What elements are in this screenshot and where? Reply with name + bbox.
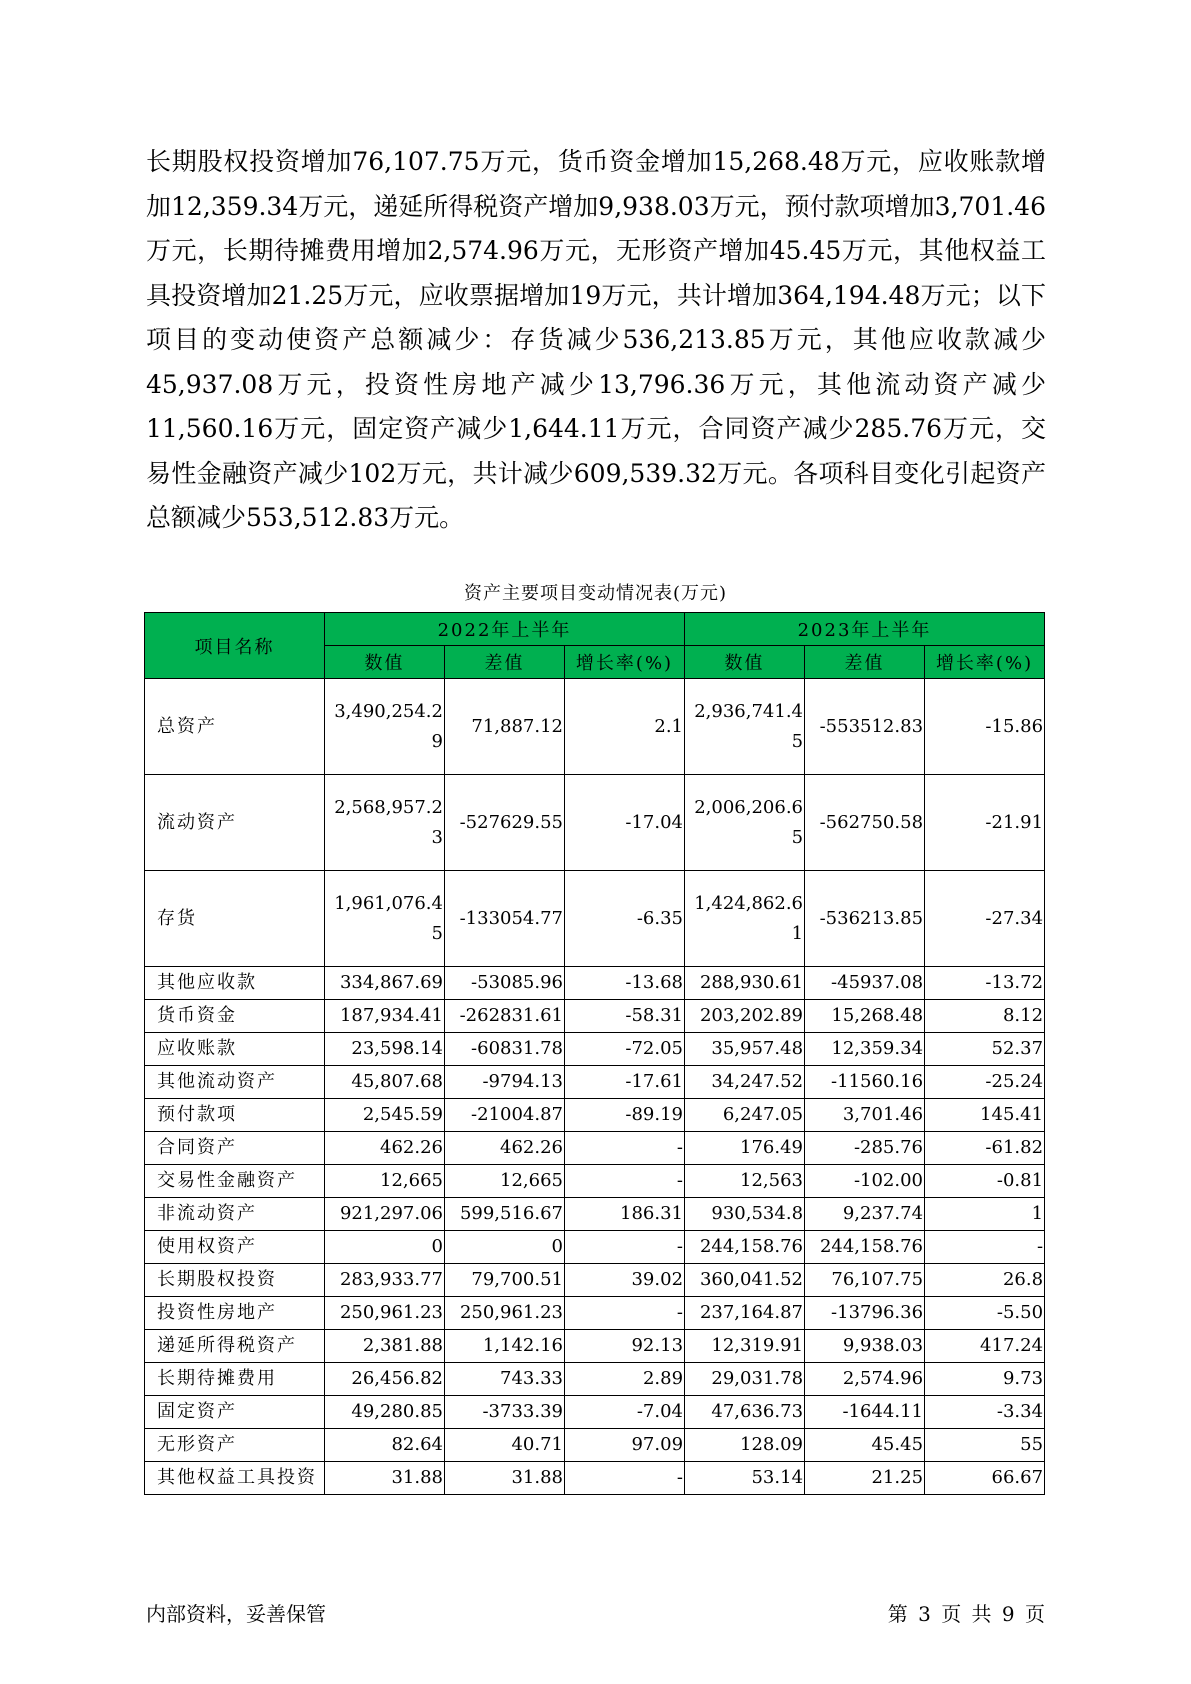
- cell-value-2023: 176.49: [685, 1132, 805, 1165]
- cell-diff-2022: 0: [445, 1231, 565, 1264]
- cell-value-2023: 1,424,862.61: [685, 871, 805, 967]
- cell-diff-2022: 1,142.16: [445, 1330, 565, 1363]
- cell-diff-2022: -3733.39: [445, 1396, 565, 1429]
- cell-diff-2023: 12,359.34: [805, 1033, 925, 1066]
- cell-value-2023: 29,031.78: [685, 1363, 805, 1396]
- cell-diff-2022: 40.71: [445, 1429, 565, 1462]
- table-row: [145, 1066, 1045, 1099]
- cell-diff-2023: -285.76: [805, 1132, 925, 1165]
- cell-value-2023: 244,158.76: [685, 1231, 805, 1264]
- cell-rate-2023: -61.82: [925, 1132, 1045, 1165]
- cell-rate-2022: -58.31: [565, 1000, 685, 1033]
- cell-diff-2022: -53085.96: [445, 967, 565, 1000]
- cell-value-2023: 2,936,741.45: [685, 679, 805, 775]
- cell-rate-2022: -6.35: [565, 871, 685, 967]
- cell-rate-2022: 97.09: [565, 1429, 685, 1462]
- cell-value-2022: 250,961.23: [325, 1297, 445, 1330]
- cell-rate-2023: 417.24: [925, 1330, 1045, 1363]
- cell-value-2022: 283,933.77: [325, 1264, 445, 1297]
- cell-rate-2023: 52.37: [925, 1033, 1045, 1066]
- table-row: [145, 1330, 1045, 1363]
- footer-confidential-note: 内部资料，妥善保管: [146, 1602, 326, 1626]
- header-period-2022: 2022年上半年: [325, 613, 685, 646]
- cell-diff-2023: -11560.16: [805, 1066, 925, 1099]
- cell-value-2023: 128.09: [685, 1429, 805, 1462]
- cell-diff-2023: 15,268.48: [805, 1000, 925, 1033]
- cell-rate-2023: 9.73: [925, 1363, 1045, 1396]
- cell-rate-2023: -3.34: [925, 1396, 1045, 1429]
- table-caption: 资产主要项目变动情况表(万元): [463, 583, 728, 604]
- footer-page-number: 第 3 页 共 9 页: [887, 1602, 1045, 1626]
- cell-diff-2023: -102.00: [805, 1165, 925, 1198]
- cell-rate-2022: 2.1: [565, 679, 685, 775]
- body-paragraph: 长期股权投资增加76,107.75万元，货币资金增加15,268.48万元，应收账款增加12,359.34万元，递延所得税资产增加9,938.03万元，预付款项增加3,701.46万元，长期待摊费用增加2,574.96万元，无形资产增加45.45万元，其他权益工具投资增加21.25万元，应收票据增加19万元，共计增加364,194.48万元；以下项目的变动使资产总额减少：存货减少536,213.85万元，其他应收款减少45,937.08万元，投资性房地产减少13,796.36万元，其他流动资产减少11,560.16万元，固定资产减少1,644.11万元，合同资产减少285.76万元，交易性金融资产减少102万元，共计减少609,539.32万元。各项科目变化引起资产总额减少553,512.83万元。: [146, 147, 1046, 532]
- cell-diff-2023: 9,237.74: [805, 1198, 925, 1231]
- cell-rate-2022: -17.61: [565, 1066, 685, 1099]
- row-item-name: 长期待摊费用: [145, 1363, 325, 1396]
- cell-rate-2023: -27.34: [925, 871, 1045, 967]
- cell-value-2023: 34,247.52: [685, 1066, 805, 1099]
- cell-rate-2022: -7.04: [565, 1396, 685, 1429]
- cell-value-2022: 45,807.68: [325, 1066, 445, 1099]
- cell-diff-2022: -133054.77: [445, 871, 565, 967]
- cell-rate-2022: -17.04: [565, 775, 685, 871]
- row-item-name: 无形资产: [145, 1429, 325, 1462]
- cell-value-2022: 2,381.88: [325, 1330, 445, 1363]
- cell-diff-2022: 31.88: [445, 1462, 565, 1495]
- table-row: [145, 1462, 1045, 1495]
- cell-value-2023: 12,319.91: [685, 1330, 805, 1363]
- cell-diff-2023: 9,938.03: [805, 1330, 925, 1363]
- header-diff-2022: 差值: [445, 646, 565, 679]
- cell-rate-2023: -: [925, 1231, 1045, 1264]
- cell-value-2022: 0: [325, 1231, 445, 1264]
- cell-value-2023: 930,534.8: [685, 1198, 805, 1231]
- cell-diff-2022: 743.33: [445, 1363, 565, 1396]
- header-rate-2022: 增长率(%): [565, 646, 685, 679]
- cell-diff-2023: 244,158.76: [805, 1231, 925, 1264]
- table-row: [145, 967, 1045, 1000]
- cell-value-2022: 26,456.82: [325, 1363, 445, 1396]
- cell-diff-2023: 2,574.96: [805, 1363, 925, 1396]
- cell-diff-2022: 462.26: [445, 1132, 565, 1165]
- cell-rate-2022: 186.31: [565, 1198, 685, 1231]
- cell-value-2023: 47,636.73: [685, 1396, 805, 1429]
- cell-value-2023: 288,930.61: [685, 967, 805, 1000]
- header-period-2023: 2023年上半年: [685, 613, 1045, 646]
- cell-rate-2023: 26.8: [925, 1264, 1045, 1297]
- table-row: [145, 1000, 1045, 1033]
- row-item-name: 应收账款: [145, 1033, 325, 1066]
- cell-rate-2022: -: [565, 1231, 685, 1264]
- row-item-name: 非流动资产: [145, 1198, 325, 1231]
- row-item-name: 总资产: [145, 679, 325, 775]
- cell-diff-2022: -262831.61: [445, 1000, 565, 1033]
- cell-rate-2022: -: [565, 1297, 685, 1330]
- cell-diff-2022: -21004.87: [445, 1099, 565, 1132]
- cell-rate-2022: 2.89: [565, 1363, 685, 1396]
- cell-diff-2023: -13796.36: [805, 1297, 925, 1330]
- table-row: [145, 1264, 1045, 1297]
- cell-value-2022: 462.26: [325, 1132, 445, 1165]
- cell-rate-2023: -15.86: [925, 679, 1045, 775]
- table-row: [145, 1198, 1045, 1231]
- cell-value-2022: 1,961,076.45: [325, 871, 445, 967]
- header-value-2022: 数值: [325, 646, 445, 679]
- cell-diff-2023: 45.45: [805, 1429, 925, 1462]
- cell-diff-2023: -562750.58: [805, 775, 925, 871]
- table-row: [145, 1396, 1045, 1429]
- cell-diff-2023: 3,701.46: [805, 1099, 925, 1132]
- cell-value-2022: 31.88: [325, 1462, 445, 1495]
- row-item-name: 固定资产: [145, 1396, 325, 1429]
- cell-value-2022: 49,280.85: [325, 1396, 445, 1429]
- row-item-name: 其他应收款: [145, 967, 325, 1000]
- cell-diff-2023: 21.25: [805, 1462, 925, 1495]
- cell-value-2022: 334,867.69: [325, 967, 445, 1000]
- table-row: [145, 1165, 1045, 1198]
- cell-diff-2022: 12,665: [445, 1165, 565, 1198]
- table-body: [145, 679, 1045, 1495]
- table-row: [145, 871, 1045, 967]
- table-row: [145, 679, 1045, 775]
- table-row: [145, 775, 1045, 871]
- cell-rate-2022: -89.19: [565, 1099, 685, 1132]
- cell-value-2022: 187,934.41: [325, 1000, 445, 1033]
- cell-rate-2023: 55: [925, 1429, 1045, 1462]
- cell-rate-2022: 39.02: [565, 1264, 685, 1297]
- row-item-name: 流动资产: [145, 775, 325, 871]
- cell-diff-2022: 71,887.12: [445, 679, 565, 775]
- header-rate-2023: 增长率(%): [925, 646, 1045, 679]
- cell-rate-2023: 66.67: [925, 1462, 1045, 1495]
- cell-value-2022: 82.64: [325, 1429, 445, 1462]
- cell-value-2023: 237,164.87: [685, 1297, 805, 1330]
- cell-diff-2022: -527629.55: [445, 775, 565, 871]
- row-item-name: 交易性金融资产: [145, 1165, 325, 1198]
- cell-rate-2023: 1: [925, 1198, 1045, 1231]
- cell-value-2022: 921,297.06: [325, 1198, 445, 1231]
- cell-rate-2023: -13.72: [925, 967, 1045, 1000]
- cell-value-2023: 53.14: [685, 1462, 805, 1495]
- cell-value-2022: 2,568,957.23: [325, 775, 445, 871]
- cell-diff-2023: -45937.08: [805, 967, 925, 1000]
- cell-rate-2022: -: [565, 1132, 685, 1165]
- row-item-name: 存货: [145, 871, 325, 967]
- row-item-name: 投资性房地产: [145, 1297, 325, 1330]
- cell-value-2022: 2,545.59: [325, 1099, 445, 1132]
- cell-value-2023: 360,041.52: [685, 1264, 805, 1297]
- header-diff-2023: 差值: [805, 646, 925, 679]
- table-row: [145, 1297, 1045, 1330]
- cell-rate-2023: -25.24: [925, 1066, 1045, 1099]
- table-row: [145, 1132, 1045, 1165]
- cell-diff-2023: -536213.85: [805, 871, 925, 967]
- cell-diff-2022: -60831.78: [445, 1033, 565, 1066]
- cell-diff-2022: 599,516.67: [445, 1198, 565, 1231]
- row-item-name: 预付款项: [145, 1099, 325, 1132]
- cell-rate-2022: -: [565, 1462, 685, 1495]
- header-item-name: 项目名称: [145, 613, 325, 679]
- cell-rate-2023: 145.41: [925, 1099, 1045, 1132]
- cell-value-2023: 35,957.48: [685, 1033, 805, 1066]
- cell-value-2022: 23,598.14: [325, 1033, 445, 1066]
- row-item-name: 递延所得税资产: [145, 1330, 325, 1363]
- cell-rate-2023: -21.91: [925, 775, 1045, 871]
- row-item-name: 使用权资产: [145, 1231, 325, 1264]
- row-item-name: 其他流动资产: [145, 1066, 325, 1099]
- cell-diff-2023: -553512.83: [805, 679, 925, 775]
- cell-value-2023: 203,202.89: [685, 1000, 805, 1033]
- cell-rate-2022: -72.05: [565, 1033, 685, 1066]
- row-item-name: 合同资产: [145, 1132, 325, 1165]
- cell-value-2023: 2,006,206.65: [685, 775, 805, 871]
- cell-diff-2022: 250,961.23: [445, 1297, 565, 1330]
- table-row: [145, 1099, 1045, 1132]
- cell-rate-2022: -13.68: [565, 967, 685, 1000]
- cell-value-2023: 12,563: [685, 1165, 805, 1198]
- table-row: [145, 1033, 1045, 1066]
- cell-rate-2023: -0.81: [925, 1165, 1045, 1198]
- cell-rate-2022: -: [565, 1165, 685, 1198]
- row-item-name: 长期股权投资: [145, 1264, 325, 1297]
- table-row: [145, 1363, 1045, 1396]
- asset-change-table: [144, 612, 1045, 1495]
- table-row: [145, 1231, 1045, 1264]
- table-row: [145, 1429, 1045, 1462]
- cell-rate-2023: -5.50: [925, 1297, 1045, 1330]
- cell-value-2023: 6,247.05: [685, 1099, 805, 1132]
- cell-rate-2022: 92.13: [565, 1330, 685, 1363]
- cell-value-2022: 12,665: [325, 1165, 445, 1198]
- header-value-2023: 数值: [685, 646, 805, 679]
- cell-value-2022: 3,490,254.29: [325, 679, 445, 775]
- row-item-name: 货币资金: [145, 1000, 325, 1033]
- row-item-name: 其他权益工具投资: [145, 1462, 325, 1495]
- cell-rate-2023: 8.12: [925, 1000, 1045, 1033]
- cell-diff-2022: 79,700.51: [445, 1264, 565, 1297]
- cell-diff-2022: -9794.13: [445, 1066, 565, 1099]
- cell-diff-2023: -1644.11: [805, 1396, 925, 1429]
- cell-diff-2023: 76,107.75: [805, 1264, 925, 1297]
